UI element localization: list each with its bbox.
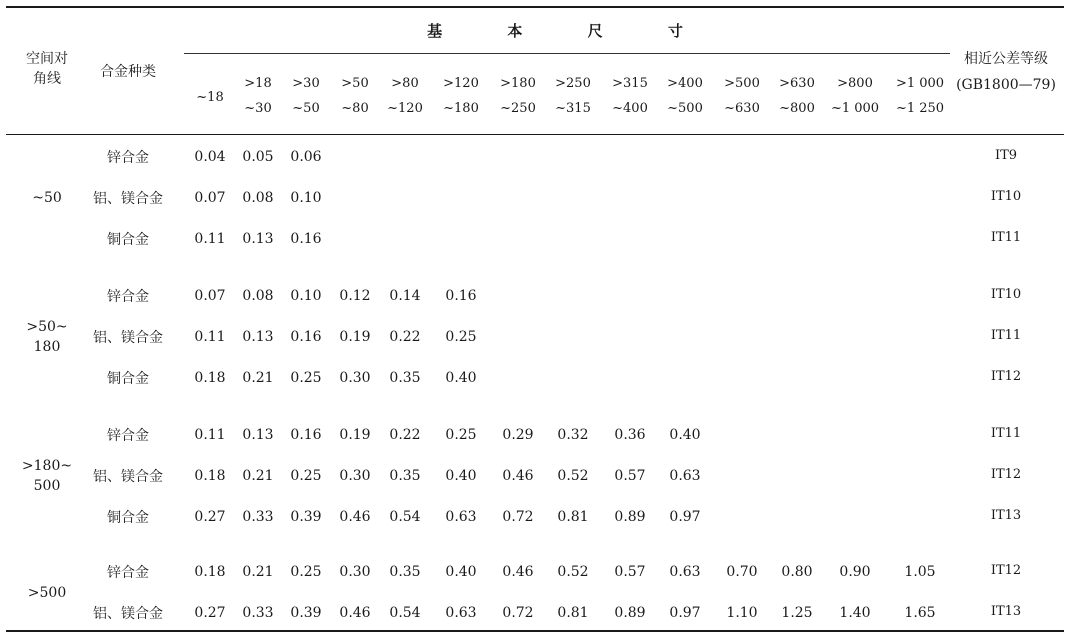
tolerance-value: 1.40 [839, 605, 871, 621]
size-column-header: >315 [612, 76, 648, 91]
tolerance-value: 0.25 [290, 564, 322, 580]
tolerance-value: 0.07 [194, 190, 226, 206]
tolerance-grade: IT12 [990, 467, 1022, 482]
tolerance-value: 0.13 [242, 231, 274, 247]
size-column-header: >400 [667, 76, 703, 91]
size-column-header: >18 [244, 76, 272, 91]
tolerance-value: 0.70 [726, 564, 758, 580]
table-top-rule [6, 6, 1064, 8]
size-column-header: ~500 [667, 101, 703, 116]
tolerance-value: 0.54 [389, 605, 421, 621]
tolerance-value: 0.12 [339, 288, 371, 304]
tolerance-value: 0.19 [339, 329, 371, 345]
size-column-header: ~180 [443, 101, 479, 116]
table-bottom-rule [6, 630, 1064, 632]
tolerance-value: 0.29 [502, 427, 534, 443]
tolerance-value: 0.63 [445, 605, 477, 621]
tolerance-value: 0.22 [389, 427, 421, 443]
tolerance-value: 0.72 [502, 605, 534, 621]
tolerance-value: 0.57 [614, 564, 646, 580]
tolerance-value: 0.11 [194, 427, 226, 443]
tolerance-value: 0.04 [194, 149, 226, 165]
tolerance-grade: IT13 [990, 604, 1022, 619]
tolerance-value: 0.27 [194, 605, 226, 621]
size-column-header: >120 [443, 76, 479, 91]
tolerance-value: 0.13 [242, 329, 274, 345]
tolerance-value: 0.08 [242, 190, 274, 206]
tolerance-value: 0.25 [445, 427, 477, 443]
tolerance-value: 0.32 [557, 427, 589, 443]
tolerance-value: 0.10 [290, 190, 322, 206]
tolerance-grade: IT12 [990, 563, 1022, 578]
tolerance-value: 0.81 [557, 509, 589, 525]
tolerance-value: 0.46 [502, 564, 534, 580]
size-column-header: >50 [341, 76, 369, 91]
size-column-header: ~315 [555, 101, 591, 116]
tolerance-value: 0.13 [242, 427, 274, 443]
tolerance-value: 0.25 [290, 370, 322, 386]
tolerance-grade: IT11 [990, 426, 1022, 441]
tolerance-value: 0.63 [445, 509, 477, 525]
tolerance-value: 0.89 [614, 605, 646, 621]
tolerance-value: 0.40 [445, 564, 477, 580]
size-column-header: >800 [837, 76, 873, 91]
tolerance-grade: IT9 [994, 148, 1018, 163]
tolerance-value: 0.19 [339, 427, 371, 443]
tolerance-value: 1.10 [726, 605, 758, 621]
tolerance-value: 0.63 [669, 564, 701, 580]
tolerance-value: 0.25 [445, 329, 477, 345]
tolerance-value: 0.39 [290, 509, 322, 525]
tolerance-value: 0.30 [339, 468, 371, 484]
tolerance-value: 0.97 [669, 605, 701, 621]
size-column-header: ~630 [724, 101, 760, 116]
tolerance-value: 0.54 [389, 509, 421, 525]
size-column-header: ~30 [244, 101, 272, 116]
size-column-header: >500 [724, 76, 760, 91]
size-column-header: ~250 [500, 101, 536, 116]
tolerance-value: 1.25 [781, 605, 813, 621]
header-grade-line1: 相近公差等级 [964, 51, 1048, 67]
tolerance-value: 0.21 [242, 370, 274, 386]
tolerance-value: 0.35 [389, 370, 421, 386]
tolerance-grade: IT12 [990, 369, 1022, 384]
size-column-header: >250 [555, 76, 591, 91]
tolerance-value: 0.57 [614, 468, 646, 484]
tolerance-value: 0.90 [839, 564, 871, 580]
tolerance-value: 0.35 [389, 564, 421, 580]
group-diagonal: >500 [27, 584, 67, 601]
tolerance-value: 0.36 [614, 427, 646, 443]
tolerance-value: 0.05 [242, 149, 274, 165]
tolerance-value: 0.46 [502, 468, 534, 484]
tolerance-value: 0.18 [194, 370, 226, 386]
tolerance-value: 0.25 [290, 468, 322, 484]
tolerance-value: 0.80 [781, 564, 813, 580]
size-column-header: ~50 [292, 101, 320, 116]
tolerance-value: 0.11 [194, 231, 226, 247]
size-column-header: ~80 [341, 101, 369, 116]
tolerance-value: 0.89 [614, 509, 646, 525]
alloy-name: 锌合金 [107, 289, 149, 305]
size-column-header: ~120 [387, 101, 423, 116]
header-alloy-type: 合金种类 [100, 64, 156, 80]
tolerance-value: 0.06 [290, 149, 322, 165]
tolerance-value: 1.05 [904, 564, 936, 580]
size-column-header: ~400 [612, 101, 648, 116]
tolerance-value: 0.63 [669, 468, 701, 484]
tolerance-value: 0.10 [290, 288, 322, 304]
size-column-header: >1 000 [895, 76, 945, 91]
tolerance-value: 0.21 [242, 564, 274, 580]
tolerance-value: 0.18 [194, 564, 226, 580]
tolerance-value: 0.16 [290, 329, 322, 345]
tolerance-value: 0.08 [242, 288, 274, 304]
tolerance-value: 0.81 [557, 605, 589, 621]
header-bottom-rule [6, 134, 1064, 135]
tolerance-grade: IT11 [990, 230, 1022, 245]
size-column-header: ~800 [779, 101, 815, 116]
tolerance-value: 1.65 [904, 605, 936, 621]
tolerance-value: 0.14 [389, 288, 421, 304]
size-column-header: >80 [391, 76, 419, 91]
tolerance-value: 0.40 [445, 370, 477, 386]
tolerance-value: 0.30 [339, 370, 371, 386]
alloy-name: 锌合金 [107, 565, 149, 581]
alloy-name: 铝、镁合金 [93, 606, 163, 622]
size-column-header: >30 [292, 76, 320, 91]
alloy-name: 铝、镁合金 [93, 191, 163, 207]
tolerance-value: 0.18 [194, 468, 226, 484]
tolerance-value: 0.52 [557, 564, 589, 580]
tolerance-value: 0.33 [242, 605, 274, 621]
tolerance-value: 0.07 [194, 288, 226, 304]
tolerance-value: 0.22 [389, 329, 421, 345]
size-column-header: >180 [500, 76, 536, 91]
tolerance-grade: IT13 [990, 508, 1022, 523]
tolerance-value: 0.97 [669, 509, 701, 525]
header-diagonal: 空间对 角线 [26, 51, 68, 87]
tolerance-grade: IT10 [990, 189, 1022, 204]
tolerance-value: 0.30 [339, 564, 371, 580]
header-basic-size: 基 本 尺 寸 [427, 22, 713, 40]
tolerance-value: 0.72 [502, 509, 534, 525]
group-diagonal: ~50 [32, 190, 62, 206]
tolerance-value: 0.52 [557, 468, 589, 484]
tolerance-value: 0.16 [445, 288, 477, 304]
tolerance-value: 0.40 [445, 468, 477, 484]
size-column-header: ~1 000 [830, 101, 880, 116]
size-column-header: >630 [779, 76, 815, 91]
tolerance-value: 0.33 [242, 509, 274, 525]
tolerance-value: 0.27 [194, 509, 226, 525]
alloy-name: 铝、镁合金 [93, 469, 163, 485]
header-grade-line2: (GB1800—79) [956, 77, 1056, 93]
tolerance-value: 0.16 [290, 427, 322, 443]
alloy-name: 铜合金 [107, 371, 149, 387]
size-column-header: ~1 250 [895, 101, 945, 116]
basic-size-underline [184, 53, 950, 54]
tolerance-grade: IT11 [990, 328, 1022, 343]
tolerance-value: 0.16 [290, 231, 322, 247]
alloy-name: 铝、镁合金 [93, 330, 163, 346]
tolerance-value: 0.46 [339, 509, 371, 525]
alloy-name: 铜合金 [107, 232, 149, 248]
tolerance-grade: IT10 [990, 287, 1022, 302]
tolerance-value: 0.46 [339, 605, 371, 621]
tolerance-value: 0.21 [242, 468, 274, 484]
group-diagonal: >180~ 500 [21, 458, 73, 494]
alloy-name: 铜合金 [107, 510, 149, 526]
alloy-name: 锌合金 [107, 428, 149, 444]
tolerance-value: 0.39 [290, 605, 322, 621]
tolerance-value: 0.11 [194, 329, 226, 345]
tolerance-value: 0.40 [669, 427, 701, 443]
tolerance-value: 0.35 [389, 468, 421, 484]
group-diagonal: >50~ 180 [26, 319, 68, 355]
size-column-header: ~18 [196, 90, 224, 105]
alloy-name: 锌合金 [107, 150, 149, 166]
